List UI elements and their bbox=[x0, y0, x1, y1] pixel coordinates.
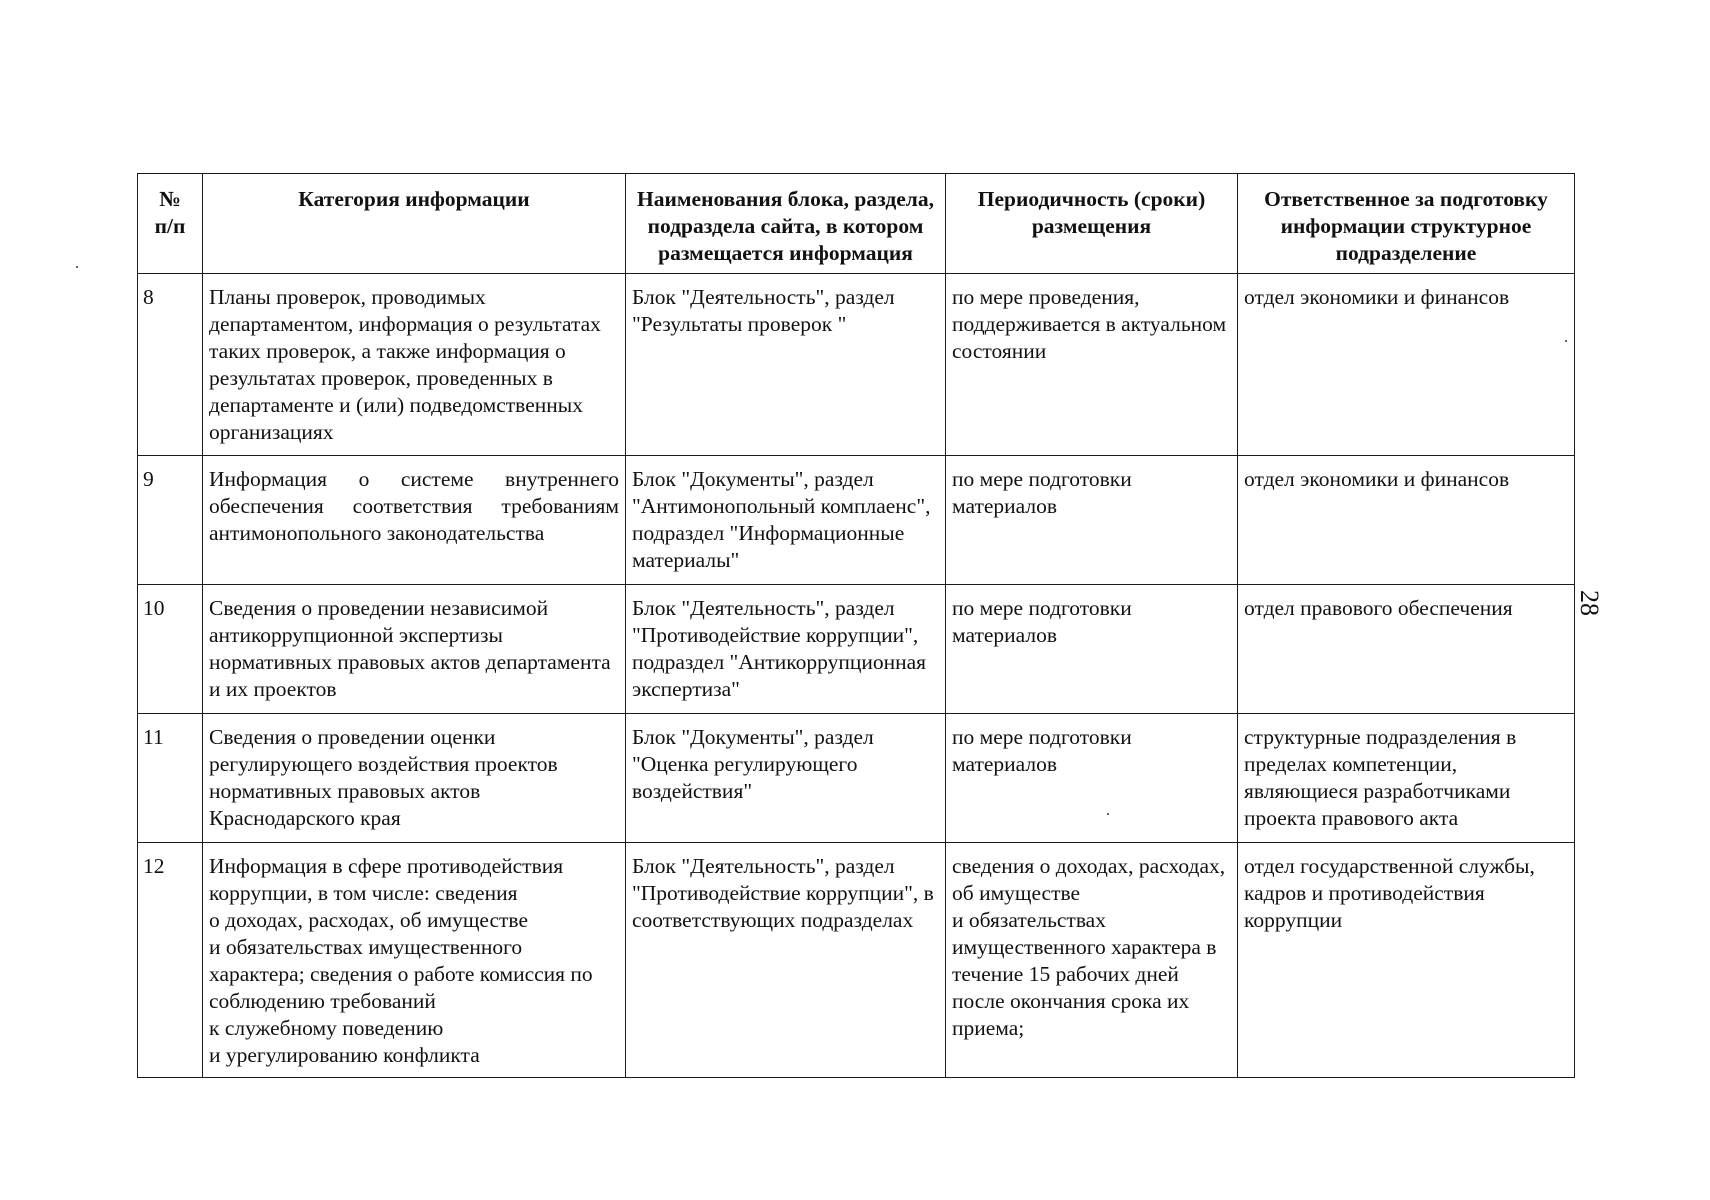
row-category: Информация о системе внутреннего обеспечения соответствия требованиям антимонопольного законодательства bbox=[203, 456, 626, 585]
row-section: Блок "Деятельность", раздел "Результаты проверок " bbox=[626, 274, 946, 456]
row-number: 11 bbox=[138, 714, 203, 843]
scan-speck bbox=[1107, 813, 1109, 815]
row-number: 8 bbox=[138, 274, 203, 456]
table-row bbox=[138, 714, 1575, 843]
scan-speck bbox=[76, 266, 78, 268]
page-number: 28 bbox=[1575, 590, 1604, 616]
row-period: сведения о доходах, расходах, об имуществе и обязательствах имущественного характера в течение 15 рабочих дней после окончания срока их приема; bbox=[946, 843, 1238, 1078]
row-section: Блок "Деятельность", раздел "Противодействие коррупции", в соответствующих подразделах bbox=[626, 843, 946, 1078]
row-section: Блок "Документы", раздел "Оценка регулирующего воздействия" bbox=[626, 714, 946, 843]
table-row bbox=[138, 585, 1575, 714]
row-number: 12 bbox=[138, 843, 203, 1078]
header-period: Периодичность (сроки) размещения bbox=[946, 174, 1238, 274]
table-row bbox=[138, 274, 1575, 456]
row-category: Сведения о проведении оценки регулирующего воздействия проектов нормативных правовых актов Краснодарского края bbox=[203, 714, 626, 843]
table-row bbox=[138, 843, 1575, 1078]
row-responsible: отдел экономики и финансов bbox=[1238, 274, 1575, 456]
row-responsible: отдел государственной службы, кадров и противодействия коррупции bbox=[1238, 843, 1575, 1078]
row-category: Сведения о проведении независимой антикоррупционной экспертизы нормативных правовых актов департамента и их проектов bbox=[203, 585, 626, 714]
row-responsible: отдел экономики и финансов bbox=[1238, 456, 1575, 585]
information-table bbox=[137, 173, 1575, 1078]
header-section: Наименования блока, раздела, подраздела сайта, в котором размещается информация bbox=[626, 174, 946, 274]
header-category: Категория информации bbox=[203, 174, 626, 274]
row-category: Информация в сфере противодействия коррупции, в том числе: сведения о доходах, расходах, об имуществе и обязательствах имущественного характера; сведения о работе комиссия по соблюдению требований к служебному поведению и урегулированию конфликта bbox=[203, 843, 626, 1078]
header-responsible: Ответственное за подготовку информации структурное подразделение bbox=[1238, 174, 1575, 274]
row-period: по мере подготовки материалов bbox=[946, 714, 1238, 843]
row-period: по мере подготовки материалов bbox=[946, 456, 1238, 585]
row-period: по мере подготовки материалов bbox=[946, 585, 1238, 714]
row-number: 9 bbox=[138, 456, 203, 585]
table-header-row bbox=[138, 174, 1575, 274]
scan-speck bbox=[1565, 340, 1567, 342]
row-period: по мере проведения, поддерживается в актуальном состоянии bbox=[946, 274, 1238, 456]
header-number: № п/п bbox=[138, 174, 203, 274]
row-number: 10 bbox=[138, 585, 203, 714]
row-responsible: отдел правового обеспечения bbox=[1238, 585, 1575, 714]
table-row bbox=[138, 456, 1575, 585]
row-category: Планы проверок, проводимых департаментом, информация о результатах таких проверок, а также информация о результатах проверок, проведенных в департаменте и (или) подведомственных организациях bbox=[203, 274, 626, 456]
row-responsible: структурные подразделения в пределах компетенции, являющиеся разработчиками проекта правового акта bbox=[1238, 714, 1575, 843]
row-section: Блок "Документы", раздел "Антимонопольный комплаенс", подраздел "Информационные материалы" bbox=[626, 456, 946, 585]
row-section: Блок "Деятельность", раздел "Противодействие коррупции", подраздел "Антикоррупционная экспертиза" bbox=[626, 585, 946, 714]
